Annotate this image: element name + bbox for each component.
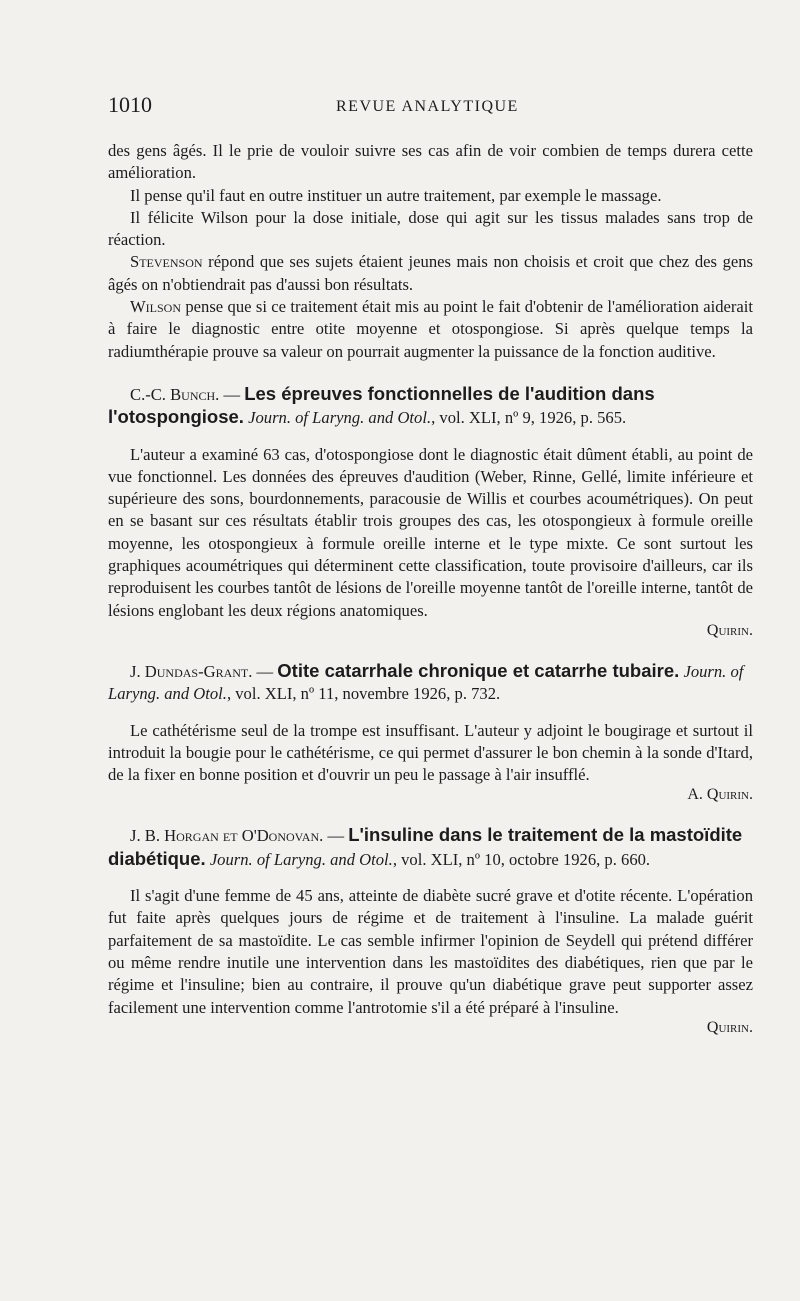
page-content — [108, 92, 753, 1037]
abstract-title: L'insuline dans le traitement de la mastoïdite diabétique. — [108, 824, 743, 869]
abstract-heading — [108, 660, 753, 706]
abstract-body: L'auteur a examiné 63 cas, d'otospongiose dont le diagnostic était dûment établi, au point de vue fonctionnel. Les données des épreuves d'audition (Weber, Rinne, Gellé, limite inférieure et supérieure des sons, bourdonnements, paracousie de Willis et courbes acoumétriques). On peut en se basant sur ces résultats établir trois groupes des cas, les otospongieux à formule oreille moyenne, les otospongieux à formule oreille interne et le type mixte. Ce sont surtout les graphiques acoumétriques qui déterminent cette classification, toute provisoire d'ailleurs, car ils reproduisent les courbes tantôt de lésions de l'oreille moyenne tantôt de l'oreille interne, tantôt de lésions englobant les deux régions anatomiques. — [108, 444, 753, 620]
journal-running-title: REVUE ANALYTIQUE — [336, 98, 519, 115]
running-head — [108, 92, 753, 126]
abstract-signature: Quirin. — [706, 1018, 753, 1036]
abstract-entry — [108, 660, 753, 804]
abstract-heading — [108, 383, 753, 430]
speaker-name: Stevenson — [130, 252, 203, 272]
journal-name: Journ. of Laryng. and Otol. — [209, 849, 393, 869]
abstract-signature: A. Quirin. — [687, 786, 753, 804]
page-number: 1010 — [108, 92, 152, 117]
heading-dash: — — [252, 661, 278, 681]
abstract-author: J. Dundas-Grant. — [130, 661, 253, 681]
discussion-section — [108, 140, 753, 363]
discussion-paragraph: Il félicite Wilson pour la dose initiale, dose qui agit sur les tissus malades sans trop de réaction. — [108, 207, 753, 250]
discussion-paragraph: Il pense qu'il faut en outre instituer un autre traitement, par exemple le massage. — [130, 185, 662, 205]
abstract-signature: Quirin. — [706, 621, 753, 639]
journal-name: Journ. of Laryng. and Otol. — [248, 408, 432, 428]
citation-details: , vol. XLI, nº 9, 1926, p. 565. — [431, 408, 627, 428]
discussion-paragraph: des gens âgés. Il le prie de vouloir suivre ses cas afin de voir combien de temps durera cette amélioration. — [108, 141, 753, 183]
heading-dash: — — [219, 384, 245, 404]
discussion-paragraph — [108, 296, 753, 363]
abstract-body: Le cathétérisme seul de la trompe est insuffisant. L'auteur y adjoint le bougirage et surtout il introduit la bougie pour le cathétérisme, ce qui permet d'assurer le bon chemin à la sonde d'Itard, de la fixer en bonne position et d'ouvrir un peu le passage à l'air insufflé. — [108, 720, 753, 785]
abstract-title: Les épreuves fonctionnelles de l'audition dans l'otospongiose. — [108, 382, 655, 428]
discussion-text: pense que si ce traitement était mis au point le fait d'obtenir de l'amélioration aiderait à faire le diagnostic entre otite moyenne et otospongiose. Si après quelque temps la radiumthérapie prouve sa valeur on pourrait augmenter la puissance de la fonction auditive. — [108, 297, 753, 361]
citation-details: , vol. XLI, nº 11, novembre 1926, p. 732. — [226, 684, 501, 704]
journal-name: Journ. of Laryng. and Otol. — [108, 661, 744, 704]
abstract-author: C.-C. Bunch. — [130, 384, 220, 404]
speaker-name: Wilson — [130, 297, 181, 317]
abstract-body: Il s'agit d'une femme de 45 ans, atteinte de diabète sucré grave et d'otite récente. L'opération fut faite après quelques jours de régime et de traitement à l'insuline. La malade guérit parfaitement de sa mastoïdite. Le cas semble infirmer l'opinion de Seydell qui prétend différer ou même rendre inutile une intervention dans les mastoïdites des diabétiques, rien que par le régime et l'insuline; bien au contraire, il prouve qu'un diabétique grave peut supporter assez facilement une intervention comme l'antrotomie s'il a été préparé à l'insuline. — [108, 886, 753, 1017]
citation-details: , vol. XLI, nº 10, octobre 1926, p. 660. — [392, 849, 651, 869]
abstract-entry — [108, 383, 753, 640]
discussion-paragraph — [108, 251, 753, 296]
discussion-text: répond que ses sujets étaient jeunes mais non choisis et croit que chez des gens âgés on n'obtiendrait pas d'aussi bon résultats. — [108, 252, 753, 294]
abstract-heading — [108, 824, 753, 871]
abstract-entry — [108, 824, 753, 1036]
abstract-author: J. B. Horgan et O'Donovan. — [130, 826, 324, 846]
abstract-title: Otite catarrhale chronique et catarrhe tubaire. — [277, 659, 680, 681]
heading-dash: — — [323, 826, 349, 846]
